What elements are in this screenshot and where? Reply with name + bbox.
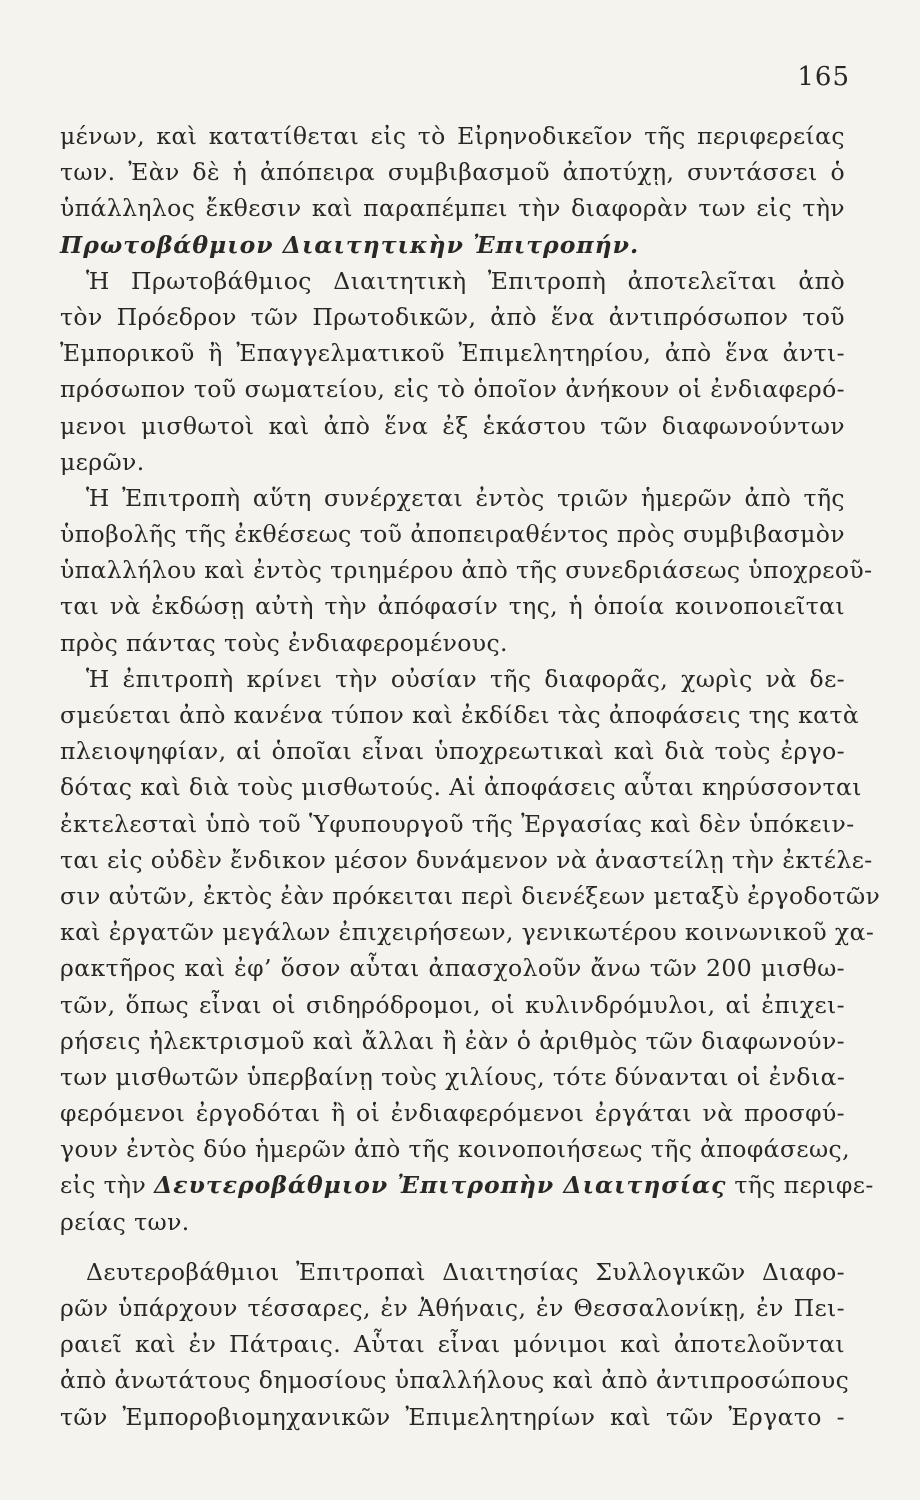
text-line: Δευτεροβάθμιοι Ἐπιτροπαὶ Διαιτησίας Συλλογικῶν Διαφο- <box>86 1257 845 1286</box>
text-line: ρῶν ὑπάρχουν τέσσαρες, ἐν Ἀθήναις, ἐν Θεσσαλονίκῃ, ἐν Πει- <box>60 1294 845 1322</box>
text-line: μερῶν. <box>60 447 145 476</box>
text-line: τὸν Πρόεδρον τῶν Πρωτοδικῶν, ἀπὸ ἕνα ἀντιπρόσωπον τοῦ <box>60 302 845 331</box>
bold-heading-fragment: Δευτεροβάθμιον Ἐπιτροπὴν Διαιτησίας <box>154 1171 727 1200</box>
text-fragment: εἰς τὴν <box>60 1171 147 1200</box>
text-line: ὑπάλληλος ἔκθεσιν καὶ παραπέμπει τὴν διαφορὰν των εἰς τὴν <box>60 194 845 223</box>
text-line: τῶν, ὅπως εἶναι οἱ σιδηρόδρομοι, οἱ κυλινδρόμυλοι, αἱ ἐπιχει- <box>60 990 845 1019</box>
text-line: σιν αὐτῶν, ἐκτὸς ἐὰν πρόκειται περὶ διενέξεων μεταξὺ ἐργοδοτῶν <box>60 881 881 910</box>
page-body-text <box>60 118 881 1435</box>
text-line: Ἡ Πρωτοβάθμιος Διαιτητικὴ Ἐπιτροπὴ ἀποτελεῖται ἀπὸ <box>86 266 845 295</box>
text-line: φερόμενοι ἐργοδόται ἢ οἱ ἐνδιαφερόμενοι ἐργάται νὰ προσφύ- <box>60 1099 845 1128</box>
text-line: ται εἰς οὐδὲν ἔνδικον μέσον δυνάμενον νὰ ἀναστείλῃ τὴν ἐκτέλε- <box>60 845 873 874</box>
text-line: πρόσωπον τοῦ σωματείου, εἰς τὸ ὁποῖον ἀνήκουν οἱ ἐνδιαφερό- <box>60 375 845 404</box>
text-line: των. Ἐὰν δὲ ἡ ἀπόπειρα συμβιβασμοῦ ἀποτύχῃ, συντάσσει ὁ <box>60 158 845 187</box>
text-line: ρακτῆρος καὶ ἐφ’ ὅσον αὗται ἀπασχολοῦν ἄνω τῶν 200 μισθω- <box>60 954 845 983</box>
text-line: μενοι μισθωτοὶ καὶ ἀπὸ ἕνα ἐξ ἑκάστου τῶν διαφωνούντων <box>60 411 845 440</box>
text-line: δότας καὶ διὰ τοὺς μισθωτούς. Αἱ ἀποφάσεις αὗται κηρύσσονται <box>60 773 862 802</box>
text-line: ἐκτελεσταὶ ὑπὸ τοῦ Ὑφυπουργοῦ τῆς Ἐργασίας καὶ δὲν ὑπόκειν- <box>60 809 855 838</box>
text-line: πρὸς πάντας τοὺς ἐνδιαφερομένους. <box>60 628 508 657</box>
text-line: πλειοψηφίαν, αἱ ὁποῖαι εἶναι ὑποχρεωτικαὶ καὶ διὰ τοὺς ἐργο- <box>60 737 845 766</box>
text-line: σμεύεται ἀπὸ κανένα τύπον καὶ ἐκδίδει τὰς ἀποφάσεις της κατὰ <box>60 701 860 729</box>
text-line: των μισθωτῶν ὑπερβαίνῃ τοὺς χιλίους, τότε δύνανται οἱ ἐνδια- <box>60 1062 846 1091</box>
text-line: μένων, καὶ κατατίθεται εἰς τὸ Εἰρηνοδικεῖον τῆς περιφερείας <box>60 122 845 150</box>
text-line: ραιεῖ καὶ ἐν Πάτραις. Αὗται εἶναι μόνιμοι καὶ ἀποτελοῦνται <box>60 1330 845 1359</box>
text-fragment: τῆς περιφε- <box>734 1171 874 1200</box>
text-line: ὑπαλλήλου καὶ ἐντὸς τριημέρου ἀπὸ τῆς συνεδριάσεως ὑποχρεοῦ- <box>60 556 873 585</box>
text-line: ὑποβολῆς τῆς ἐκθέσεως τοῦ ἀποπειραθέντος πρὸς συμβιβασμὸν <box>60 520 845 549</box>
text-line: τῶν Ἐμποροβιομηχανικῶν Ἐπιμελητηρίων καὶ τῶν Ἐργατο - <box>60 1402 845 1431</box>
text-line: ρήσεις ἠλεκτρισμοῦ καὶ ἄλλαι ἢ ἐὰν ὁ ἀριθμὸς τῶν διαφωνούν- <box>60 1026 845 1055</box>
text-line: καὶ ἐργατῶν μεγάλων ἐπιχειρήσεων, γενικωτέρου κοινωνικοῦ χα- <box>60 918 875 947</box>
text-line-with-bold <box>60 1167 874 1203</box>
text-line: ται νὰ ἐκδώσῃ αὐτὴ τὴν ἀπόφασίν της, ἡ ὁποία κοινοποιεῖται <box>60 592 845 621</box>
text-line: ρείας των. <box>60 1207 190 1236</box>
bold-heading-line: Πρωτοβάθμιον Διαιτητικὴν Ἐπιτροπήν. <box>60 230 640 259</box>
text-line: γουν ἐντὸς δύο ἡμερῶν ἀπὸ τῆς κοινοποιήσεως τῆς ἀποφάσεως, <box>60 1135 850 1164</box>
page-number: 165 <box>797 62 850 92</box>
text-line: Ἐμπορικοῦ ἢ Ἐπαγγελματικοῦ Ἐπιμελητηρίου, ἀπὸ ἕνα ἀντι- <box>60 339 845 368</box>
text-line: ἀπὸ ἀνωτάτους δημοσίους ὑπαλλήλους καὶ ἀπὸ ἀντιπροσώπους <box>60 1366 850 1395</box>
text-line: Ἡ Ἐπιτροπὴ αὕτη συνέρχεται ἐντὸς τριῶν ἡμερῶν ἀπὸ τῆς <box>86 483 845 512</box>
text-line: Ἡ ἐπιτροπὴ κρίνει τὴν οὐσίαν τῆς διαφορᾶς, χωρὶς νὰ δε- <box>86 664 845 693</box>
